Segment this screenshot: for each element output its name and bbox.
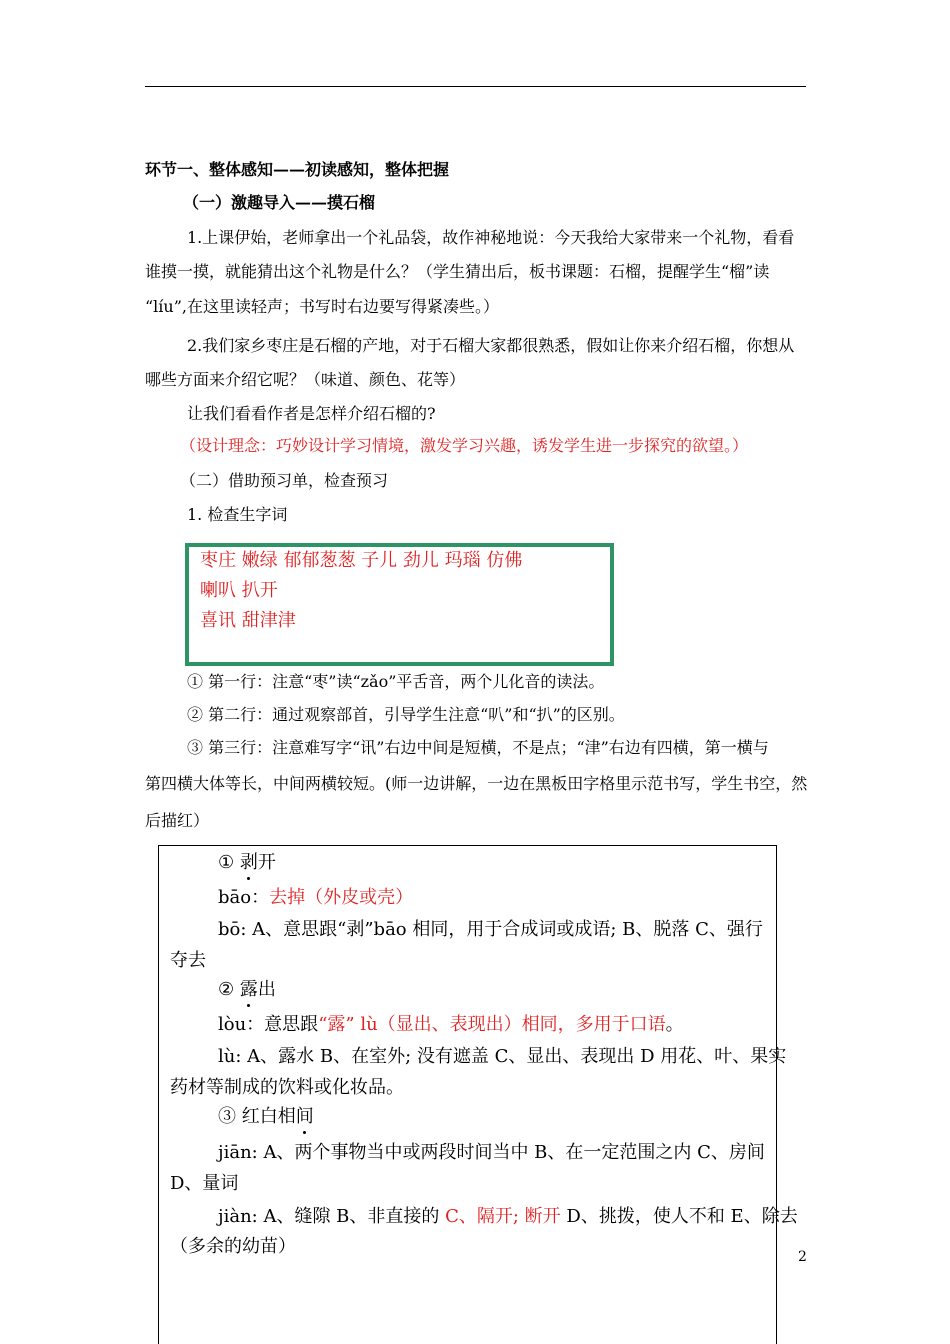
entry-2-lu-line-1: lù: A、露水 B、在室外; 没有遮盖 C、显出、表现出 D 用花、叶、果实: [218, 1046, 787, 1067]
page-number: 2: [798, 1249, 807, 1265]
paragraph-2-line-2: 哪些方面来介绍它呢？（味道、颜色、花等）: [145, 370, 466, 389]
entry-3-jian1-line-2: D、量词: [170, 1173, 239, 1194]
vocab-row-1: 枣庄 嫩绿 郁郁葱葱 子儿 劲儿 玛瑙 仿佛: [200, 550, 523, 571]
note-3-line-2: 第四横大体等长，中间两横较短。(师一边讲解，一边在黑板田字格里示范书写，学生书空，然: [145, 774, 808, 793]
note-1: ① 第一行：注意“枣”读“zǎo”平舌音，两个儿化音的读法。: [187, 672, 605, 691]
paragraph-1-line-3: “líu”,在这里读轻声；书写时右边要写得紧凑些。）: [145, 297, 499, 316]
entry-3-heading: ③ 红白相间: [218, 1106, 314, 1127]
entry-1-bo-line-1: bō: A、意思跟“剥”bāo 相同，用于合成词或成语; B、脱落 C、强行: [218, 919, 763, 940]
entry-2-lu-line-2: 药材等制成的饮料或化妆品。: [170, 1077, 404, 1098]
entry-3-jian4-line-2: （多余的幼苗）: [170, 1236, 296, 1257]
emphasis-dot-char: 剥: [239, 852, 258, 873]
note-2: ② 第二行：通过观察部首，引导学生注意“叭”和“扒”的区别。: [187, 705, 625, 724]
note-3-line-3: 后描红）: [145, 811, 210, 830]
note-3-line-1: ③ 第三行：注意难写字“讯”右边中间是短横，不是点；“津”右边有四横，第一横与: [187, 738, 769, 757]
subsection-title-2: （二）借助预习单，检查预习: [180, 471, 389, 490]
entry-2-heading: ② 露出: [218, 979, 276, 1000]
item-1-heading: 1. 检查生字词: [187, 505, 288, 524]
entry-1-heading: ① 剥开: [218, 852, 276, 873]
entry-1-bo-line-2: 夺去: [170, 950, 206, 971]
design-note: （设计理念：巧妙设计学习情境，激发学习兴趣，诱发学生进一步探究的欲望。）: [180, 436, 749, 455]
entry-3-jian1-line-1: jiān: A、两个事物当中或两段时间当中 B、在一定范围之内 C、房间: [218, 1142, 765, 1163]
entry-2-lou: lòu：意思跟“露” lù（显出、表现出）相同，多用于口语。: [218, 1014, 684, 1035]
section-title: 环节一、整体感知——初读感知，整体把握: [145, 160, 450, 179]
paragraph-2-line-1: 2.我们家乡枣庄是石榴的产地，对于石榴大家都很熟悉，假如让你来介绍石榴，你想从: [187, 336, 795, 355]
entry-1-bao: bāo：去掉（外皮或壳）: [218, 887, 414, 908]
subsection-title-1: （一）激趣导入——摸石榴: [183, 193, 376, 212]
header-rule: [145, 86, 806, 87]
vocab-row-2: 喇叭 扒开: [200, 580, 278, 601]
emphasis-dot-char: 露: [239, 979, 258, 1000]
paragraph-1-line-2: 谁摸一摸，就能猜出这个礼物是什么？（学生猜出后，板书课题：石榴，提醒学生“榴”读: [145, 262, 770, 281]
paragraph-1-line-1: 1.上课伊始，老师拿出一个礼品袋，故作神秘地说：今天我给大家带来一个礼物，看看: [187, 228, 795, 247]
vocab-row-3: 喜讯 甜津津: [200, 610, 296, 631]
entry-3-jian4-line-1: jiàn: A、缝隙 B、非直接的 C、隔开; 断开 D、挑拨，使人不和 E、除去: [218, 1206, 798, 1227]
emphasis-dot-char: 间: [295, 1106, 314, 1127]
paragraph-3: 让我们看看作者是怎样介绍石榴的?: [187, 404, 436, 423]
